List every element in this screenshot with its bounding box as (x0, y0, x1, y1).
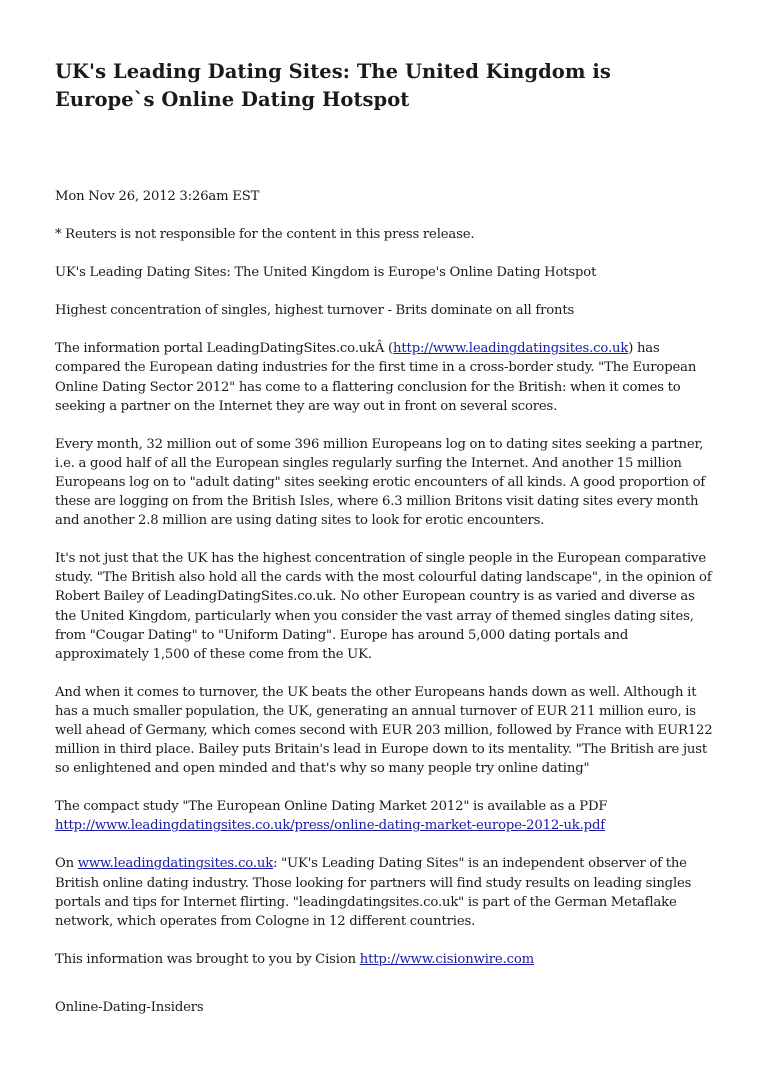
paragraph-study-pdf (55, 797, 714, 835)
study-pdf-link[interactable]: http://www.leadingdatingsites.co.uk/press/online-dating-market-europe-2012-uk.pdf (55, 818, 605, 834)
tagline: Highest concentration of singles, highest turnover - Brits dominate on all fronts (55, 303, 575, 319)
footer-source: Online-Dating-Insiders (55, 999, 204, 1015)
page-title: UK's Leading Dating Sites: The United Kingdom is Europe`s Online Dating Hotspot (55, 60, 611, 111)
paragraph-statistics: Every month, 32 million out of some 396 million Europeans log on to dating sites seeking a partner, i.e. a good half of all the European singles regularly surfing the Internet. And another 15 million Europeans log on to "adult dating" sites seeking erotic encounters of all kinds. A good proportion of these are logging on from the British Isles, where 6.3 million Britons visit dating sites every month and another 2.8 million are using dating sites to look for erotic encounters. (55, 436, 706, 529)
dateline: Mon Nov 26, 2012 3:26am EST (55, 189, 260, 204)
website-link[interactable]: www.leadingdatingsites.co.uk (77, 856, 274, 872)
cisionwire-link[interactable]: http://www.cisionwire.com (359, 951, 534, 967)
study-pdf-text: The compact study "The European Online Dating Market 2012" is available as a PDF (55, 799, 608, 815)
paragraph-turnover: And when it comes to turnover, the UK beats the other Europeans hands down as well. Although it has a much smaller population, the UK, generating an annual turnover of EUR 211 million euro, is well ahead of Germany, which comes second with EUR 203 million, followed by France with EUR122 million in third place. Bailey puts Britain's lead in Europe down to its mentality. "The British are just so enlightened and open minded and that's why so many people try online dating" (55, 684, 713, 777)
paragraph-about-text-after: : "UK's Leading Dating Sites" is an independent observer of the British online dating industry. Those looking for partners will find study results on leading singles portals and tips for Internet flirting. "leadingdatingsites.co.uk" is part of the German Metaflake network, which operates from Cologne in 12 different countries. (55, 856, 692, 929)
subheading: UK's Leading Dating Sites: The United Kingdom is Europe's Online Dating Hotspot (55, 265, 597, 281)
paragraph-cision (55, 950, 714, 969)
paragraph-about (55, 854, 714, 930)
disclaimer: * Reuters is not responsible for the content in this press release. (55, 227, 475, 243)
cision-text: This information was brought to you by Cision (55, 951, 360, 967)
paragraph-intro-text-before: The information portal LeadingDatingSites.co.ukÂ ( (55, 341, 394, 357)
paragraph-about-text-before: On (55, 856, 78, 872)
leadingdatingsites-link[interactable]: http://www.leadingdatingsites.co.uk (393, 341, 629, 357)
paragraph-intro-text-after: ) has compared the European dating industries for the first time in a cross-border study. "The European Online Dating Sector 2012" has come to a flattering conclusion for the British: when it comes to seeking a partner on the Internet they are way out in front on several scores. (55, 341, 697, 414)
paragraph-intro (55, 339, 714, 415)
paragraph-concentration: It's not just that the UK has the highest concentration of single people in the European comparative study. "The British also hold all the cards with the most colourful dating landscape", in the opinion of Robert Bailey of LeadingDatingSites.co.uk. No other European country is as varied and diverse as the United Kingdom, particularly when you consider the vast array of themed singles dating sites, from "Cougar Dating" to "Uniform Dating". Europe has around 5,000 dating portals and approximately 1,500 of these come from the UK. (55, 551, 712, 662)
